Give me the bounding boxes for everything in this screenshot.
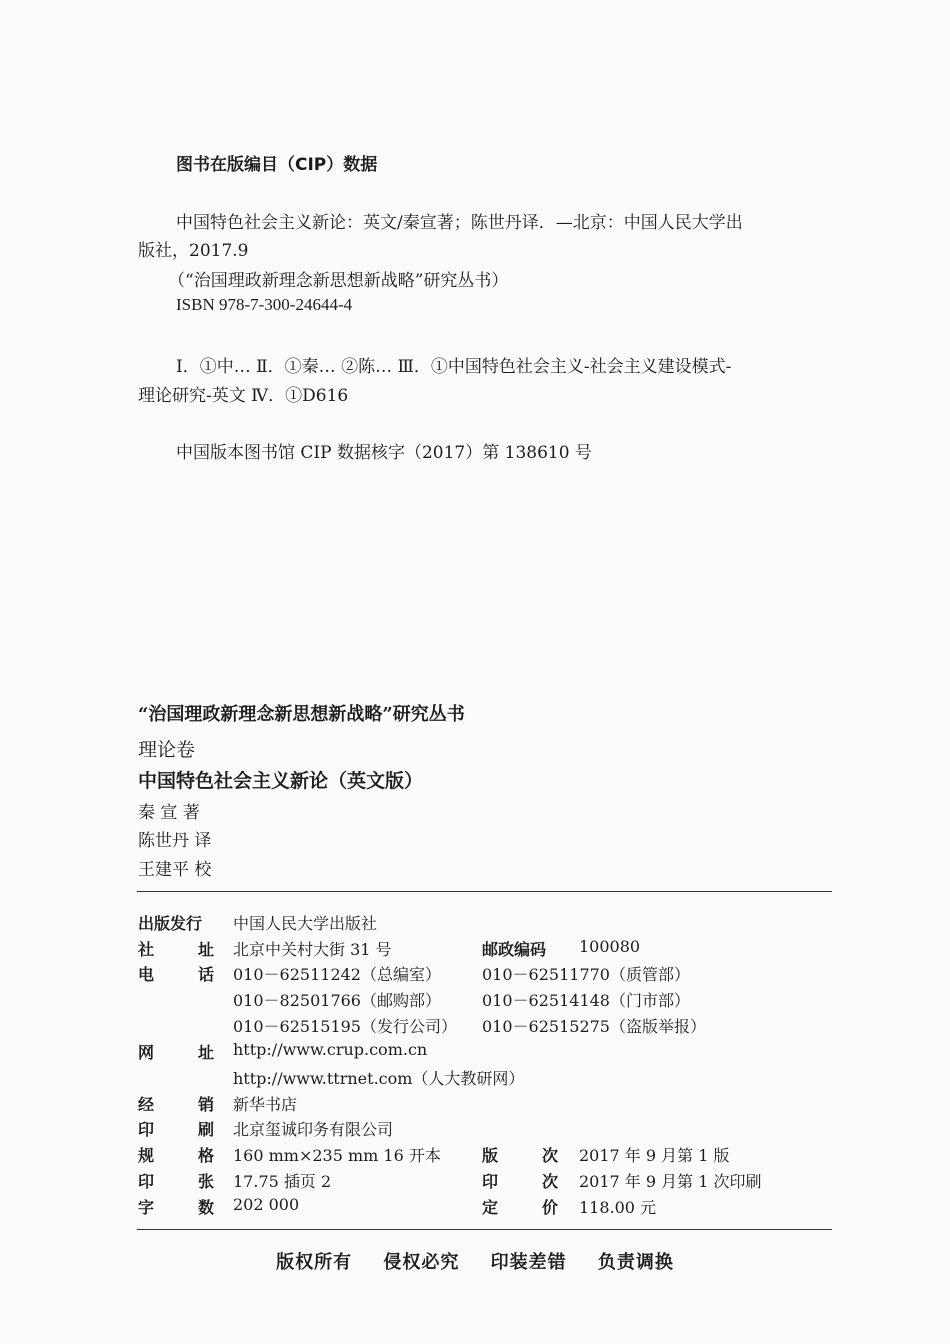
cip-heading: 图书在版编目（CIP）数据	[176, 155, 378, 175]
printing-value: 2017 年 9 月第 1 次印刷	[579, 1172, 762, 1191]
printing-label-char-1: 印	[482, 1172, 499, 1191]
website-ttrnet: http://www.ttrnet.com（人大教研网）	[233, 1069, 525, 1088]
phone-piracy-report: 010－62515275（盗版举报）	[482, 1017, 706, 1036]
cip-classification-line-2: 理论研究-英文 Ⅳ．①D616	[138, 386, 349, 406]
cip-record-number: 中国版本图书馆 CIP 数据核字（2017）第 138610 号	[176, 443, 592, 463]
distributor-value: 新华书店	[233, 1095, 298, 1114]
cip-series-note: （“治国理政新理念新思想新战略”研究丛书）	[168, 271, 509, 291]
copyright-notice	[0, 1248, 950, 1274]
cip-entry-line-1: 中国特色社会主义新论：英文/秦宣著；陈世丹译．—北京：中国人民大学出	[176, 213, 743, 233]
address-label-char-1: 社	[138, 940, 155, 959]
words-value: 202 000	[233, 1195, 300, 1214]
publisher-value: 中国人民大学出版社	[233, 914, 378, 933]
printer-value: 北京玺诚印务有限公司	[233, 1120, 394, 1139]
distributor-label-char-1: 经	[138, 1095, 155, 1114]
sheets-label-char-2: 张	[198, 1172, 215, 1191]
price-label-char-1: 定	[482, 1198, 499, 1217]
phone-retail: 010－62514148（门市部）	[482, 991, 690, 1010]
translator-credit: 陈世丹 译	[138, 831, 212, 851]
edition-label-char-2: 次	[542, 1146, 559, 1165]
price-label-char-2: 价	[542, 1198, 559, 1217]
phone-quality: 010－62511770（质管部）	[482, 965, 690, 984]
postcode-value: 100080	[579, 937, 641, 956]
sheets-value: 17.75 插页 2	[233, 1172, 332, 1191]
printing-label-char-2: 次	[542, 1172, 559, 1191]
cip-isbn: ISBN 978-7-300-24644-4	[176, 295, 353, 314]
format-label-char-1: 规	[138, 1146, 155, 1165]
address-label-char-2: 址	[198, 940, 215, 959]
edition-value: 2017 年 9 月第 1 版	[579, 1146, 730, 1165]
format-value: 160 mm×235 mm 16 开本	[233, 1146, 441, 1165]
words-label-char-2: 数	[198, 1198, 215, 1217]
printer-label-char-2: 刷	[198, 1120, 215, 1139]
cip-classification-line-1: Ⅰ．①中… Ⅱ．①秦… ②陈… Ⅲ．①中国特色社会主义-社会主义建设模式-	[176, 357, 732, 377]
proofreader-credit: 王建平 校	[138, 860, 212, 880]
phone-label-char-1: 电	[138, 965, 155, 984]
copyright-phrase-2: 侵权必究	[383, 1252, 460, 1273]
phone-mail-order: 010－82501766（邮购部）	[233, 991, 441, 1010]
postcode-label: 邮政编码	[482, 940, 547, 959]
printer-label-char-1: 印	[138, 1120, 155, 1139]
website-label-char-2: 址	[198, 1043, 215, 1062]
phone-label-char-2: 话	[198, 965, 215, 984]
cip-entry-line-2: 版社，2017.9	[138, 241, 249, 261]
website-label-char-1: 网	[138, 1043, 155, 1062]
copyright-phrase-1: 版权所有	[276, 1252, 353, 1273]
website-crup: http://www.crup.com.cn	[233, 1040, 428, 1059]
phone-editorial: 010－62511242（总编室）	[233, 965, 441, 984]
series-title: “治国理政新理念新思想新战略”研究丛书	[138, 704, 465, 725]
volume-name: 理论卷	[138, 739, 196, 761]
distributor-label-char-2: 销	[198, 1095, 215, 1114]
edition-label-char-1: 版	[482, 1146, 499, 1165]
address-value: 北京中关村大街 31 号	[233, 940, 392, 959]
sheets-label-char-1: 印	[138, 1172, 155, 1191]
words-label-char-1: 字	[138, 1198, 155, 1217]
format-label-char-2: 格	[198, 1146, 215, 1165]
author-credit: 秦 宣 著	[138, 803, 200, 823]
phone-distribution: 010－62515195（发行公司）	[233, 1017, 457, 1036]
price-value: 118.00 元	[579, 1198, 657, 1217]
copyright-phrase-4: 负责调换	[597, 1252, 674, 1273]
publisher-label: 出版发行	[138, 914, 203, 933]
book-title: 中国特色社会主义新论（英文版）	[138, 770, 424, 792]
top-divider	[137, 891, 832, 892]
bottom-divider	[137, 1229, 832, 1230]
copyright-phrase-3: 印装差错	[490, 1252, 567, 1273]
